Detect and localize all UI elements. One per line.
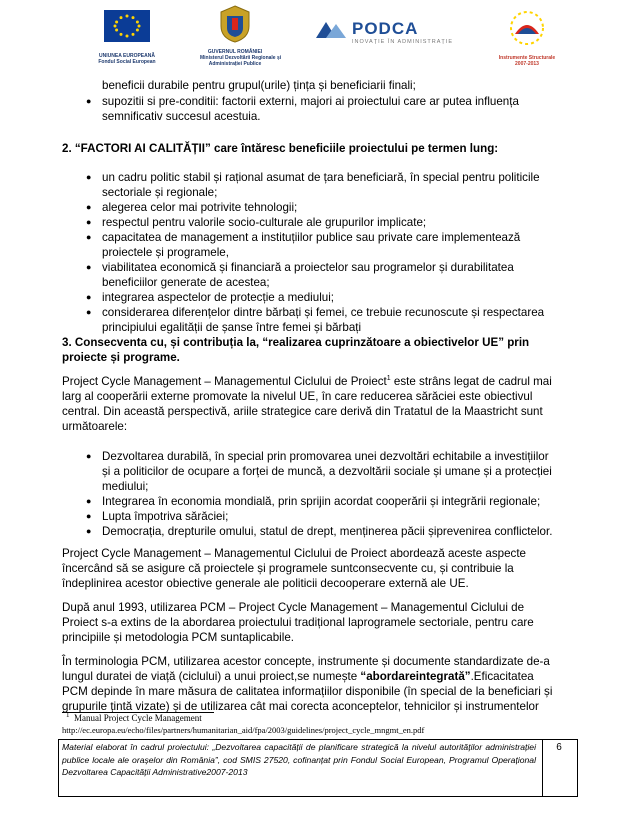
bullet-icon: ● [86,451,92,461]
inst-caption-1: Instrumente Structurale [498,55,556,61]
list-item: Integrarea în economia mondială, prin sprijin acordat cooperării și integrării regionale; [102,495,541,508]
list-item: principiului egalității de șanse între femei și bărbați [102,321,362,334]
emphasis-text: “abordareintegrată” [360,670,471,683]
list-item: proiectele și programele, [102,246,229,259]
header-logos [0,0,638,72]
bullet-icon: ● [86,307,92,317]
paragraph-line: următoarele: [62,420,128,433]
section-heading: 3. Consecventa cu, și contribuția la, “realizarea cuprinzătoare a obiectivelor UE” prin [62,336,530,349]
paragraph-text: .Eficacitatea [470,670,534,683]
list-item: considerarea diferențelor dintre bărbați și femei, ce trebuie recunoscute și respectarea [102,306,545,319]
paragraph-line [62,670,572,684]
list-item: viabilitatea economică și financiară a proiectelor sau programelor și durabilitatea [102,261,514,274]
structural-instruments-icon [502,6,552,50]
list-item: respectul pentru valorile socio-culturale ale grupurilor implicate; [102,216,427,229]
list-item: și a politicilor de ocupare a forței de muncă, a dezvoltării sociale și umane și a protecției [102,465,552,478]
paragraph-text: este strâns legat de cadrul mai [390,375,552,388]
podca-emblem-icon [312,18,350,42]
paragraph-line: După anul 1993, utilizarea PCM – Project Cycle Management – Managementul Ciclului de [62,601,525,614]
bullet-icon: ● [86,262,92,272]
paragraph-line: Project Cycle Management – Managementul Ciclului de Proiect abordează aceste aspecte [62,547,527,560]
eu-flag-icon [98,8,156,48]
list-item: beneficiilor generate de acestea; [102,276,270,289]
list-item: sectoriale și regionale; [102,186,218,199]
text-line: supozitii si pre-conditii: factorii externi, majori ai proiectului care ar putea influența [102,95,519,108]
bullet-icon: ● [86,496,92,506]
bullet-icon: ● [86,217,92,227]
gov-caption-2: Ministerul Dezvoltării Regionale și [200,55,282,61]
footnote-url[interactable]: http://ec.europa.eu/echo/files/partners/humanitarian_aid/fpa/2003/guidelines/project_cycle_mngmt_en.pdf [62,725,425,735]
footer-text: Material elaborat în cadrul proiectului: „Dezvoltarea capacității de planificare strategică la nivelul autorităților administrației publice locale ale orașelor din România”, cod SMIS 27520, cofinanțat prin Fondul Social European, Programul Operațional Dezvoltarea Capacității Administrative2007-2013 [62,742,536,777]
eu-logo [98,8,156,65]
government-logo [200,4,282,67]
paragraph-line: În terminologia PCM, utilizarea acestor concepte, instrumente și documente standardizate de-a [62,655,550,668]
podca-tagline: INOVAȚIE ÎN ADMINISTRAȚIE [352,39,453,45]
paragraph-line [62,375,572,389]
bullet-icon: ● [86,526,92,536]
footnote [66,713,202,724]
inst-caption-2: 2007-2013 [515,61,539,67]
paragraph-line: central. Din această perspectivă, ariile strategice care derivă din Tratatul de la Maastricht sunt [62,405,543,418]
paragraph-line: îndeplinirea acestor obiective generale ale politicii decooperare externă ale UE. [62,577,469,590]
gov-caption-1: GUVERNUL ROMÂNIEI [207,49,263,55]
paragraph-line: grupurile țintă vizate) și de utilizarea cât mai corecta aconceptelor, tehnicilor și instrumentelor [62,700,539,713]
eu-caption-2: Fondul Social European [98,59,156,65]
eu-caption-1: UNIUNEA EUROPEANĂ [99,53,155,59]
section-heading: 2. “FACTORI AI CALITĂȚII” care întăresc beneficiile proiectului pe termen lung: [62,142,499,155]
list-item: Dezvoltarea durabilă, în special prin promovarea unei dezvoltări echitabile a investițiilor [102,450,549,463]
podca-name: PODCA [352,19,419,38]
paragraph-line: larg al cooperării externe promovate la nivelul UE, în care reducerea sărăciei este obiectivul [62,390,533,403]
bullet-icon: ● [86,232,92,242]
section-heading: proiecte și programe. [62,351,180,364]
list-item: Lupta împotriva sărăciei; [102,510,229,523]
page-number: 6 [556,742,562,753]
bullet-icon: ● [86,511,92,521]
text-line: semnificativ succesul acestuia. [102,110,261,123]
list-item: alegerea celor mai potrivite tehnologii; [102,201,298,214]
paragraph-line: Proiect s-a extins de la abordarea proiectului tradițional laprogramele sectoriale, pentru care [62,616,534,629]
structural-instruments-logo [497,6,557,67]
paragraph-line: încercând să se asigure că proiectele și programele suntconsecvente cu, și contribuie la [62,562,514,575]
bullet-icon: ● [86,292,92,302]
list-item: Democrația, drepturile omului, statul de drept, menținerea păcii șiprevenirea conflictelor. [102,525,553,538]
text-line: beneficii durabile pentru grupul(urile) țința și beneficiarii finali; [102,79,416,92]
bullet-icon: ● [86,202,92,212]
list-item: capacitatea de management a instituțiilor publice sau private care implementează [102,231,521,244]
footnote-ref[interactable]: 1 [386,375,391,383]
gov-caption-3: Administrației Publice [208,61,262,67]
bullet-icon: ● [86,96,92,106]
paragraph-text: lungul duratei de viață (ciclului) a unui proiect,se numește [62,670,361,683]
footnote-number: 1 [66,711,70,719]
paragraph-line: PCM depinde în mare măsura de calitatea informațiilor disponibile (în special de la beneficiari și [62,685,553,698]
list-item: integrarea aspectelor de protecție a mediului; [102,291,335,304]
paragraph-line: principiile și metodologia PCM suntaplicabile. [62,631,294,644]
list-item: un cadru politic stabil și rațional asumat de țara beneficiară, în special pentru politicile [102,171,540,184]
coat-of-arms-icon [215,4,255,44]
bullet-icon: ● [86,172,92,182]
footnote-text: Manual Project Cycle Management [74,713,202,723]
paragraph-text: Project Cycle Management – Managementul Ciclului de Proiect [62,375,387,388]
list-item: mediului; [102,480,149,493]
